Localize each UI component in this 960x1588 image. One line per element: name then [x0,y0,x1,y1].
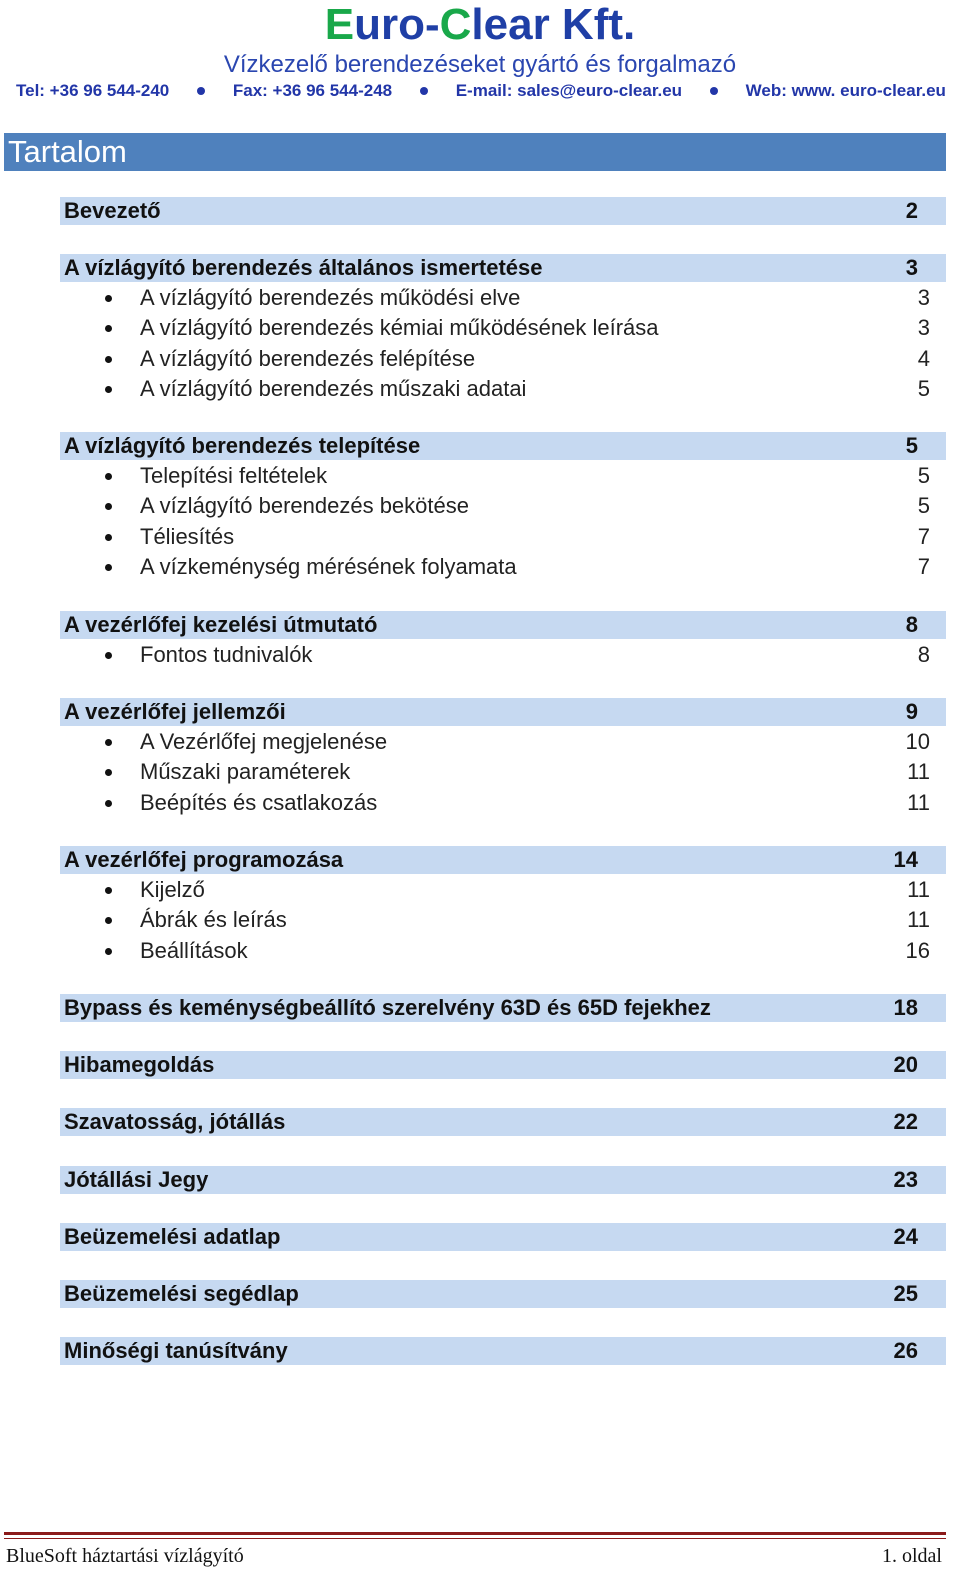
footer-product-name: BlueSoft háztartási vízlágyító [6,1545,244,1567]
toc-subsection-entry[interactable] [60,906,946,934]
toc-entry-page: 2 [905,198,918,223]
toc-entry-page: 11 [907,907,930,932]
bullet-icon [105,386,112,393]
bullet-icon [105,739,112,746]
toc-entry-title: Beüzemelési segédlap [64,1281,299,1306]
toc-entry-title: Telepítési feltételek [140,463,328,488]
web-address: Web: www. euro-clear.eu [745,81,946,100]
toc-entry-page: 22 [893,1109,918,1134]
toc-entry-page: 3 [917,285,930,310]
toc-entry-page: 14 [893,847,918,872]
toc-entry-page: 11 [907,790,930,815]
brand-letter-c: C [439,0,472,49]
toc-entry-title: A Vezérlőfej megjelenése [140,729,388,754]
toc-subsection-entry[interactable] [60,789,946,817]
toc-section-entry[interactable] [60,846,946,874]
toc-section-entry[interactable] [60,254,946,282]
toc-section-entry[interactable] [60,611,946,639]
toc-entry-title: A vízlágyító berendezés kémiai működésének leírása [140,315,659,340]
bullet-icon [105,652,112,659]
toc-subsection-entry[interactable] [60,462,946,490]
toc-section-entry[interactable] [60,432,946,460]
toc-section-entry[interactable] [60,197,946,225]
toc-subsection-entry[interactable] [60,758,946,786]
toc-entry-page: 5 [917,493,930,518]
toc-subsection-entry[interactable] [60,728,946,756]
toc-entry-page: 4 [917,346,930,371]
toc-subsection-entry[interactable] [60,314,946,342]
toc-section-entry[interactable] [60,1166,946,1194]
bullet-icon [105,887,112,894]
toc-entry-page: 5 [905,433,918,458]
toc-entry-page: 3 [905,255,918,280]
bullet-icon [105,325,112,332]
toc-subsection-entry[interactable] [60,553,946,581]
toc-section-entry[interactable] [60,994,946,1022]
bullet-icon [105,534,112,541]
footer-page-number: 1. oldal [882,1545,942,1567]
toc-section-entry[interactable] [60,698,946,726]
toc-entry-page: 10 [905,729,930,754]
toc-entry-page: 9 [905,699,918,724]
toc-section-entry[interactable] [60,1337,946,1365]
contents-heading: Tartalom [4,133,946,171]
toc-entry-page: 25 [893,1281,918,1306]
toc-entry-title: A vízlágyító berendezés működési elve [140,285,521,310]
toc-entry-title: A vízkeménység mérésének folyamata [140,554,517,579]
toc-entry-page: 20 [893,1052,918,1077]
brand-text-uro: uro- [354,0,440,49]
toc-entry-page: 11 [907,759,930,784]
toc-entry-page: 23 [893,1167,918,1192]
toc-entry-title: Műszaki paraméterek [140,759,351,784]
toc-entry-title: Minőségi tanúsítvány [64,1338,288,1363]
email-address: E-mail: sales@euro-clear.eu [455,81,683,100]
brand-letter-e: E [324,0,355,49]
toc-entry-page: 3 [917,315,930,340]
toc-subsection-entry[interactable] [60,284,946,312]
company-tagline: Vízkezelő berendezéseket gyártó és forgalmazó [223,51,737,78]
toc-entry-title: A vízlágyító berendezés bekötése [140,493,469,518]
toc-entry-title: Beüzemelési adatlap [64,1224,281,1249]
toc-entry-title: Kijelző [140,877,205,902]
bullet-icon [105,564,112,571]
footer-divider-thin [4,1538,946,1539]
bullet-icon [105,917,112,924]
toc-entry-page: 8 [917,642,930,667]
bullet-icon [105,473,112,480]
toc-entry-title: Téliesítés [140,524,235,549]
toc-subsection-entry[interactable] [60,345,946,373]
toc-entry-title: Beépítés és csatlakozás [140,790,378,815]
toc-entry-title: Jótállási Jegy [64,1167,209,1192]
toc-entry-title: A vezérlőfej jellemzői [64,699,286,724]
toc-entry-title: Fontos tudnivalók [140,642,313,667]
fax-number: Fax: +36 96 544-248 [232,81,393,100]
toc-entry-page: 7 [917,554,930,579]
bullet-icon [105,356,112,363]
brand-text-lear: lear Kft. [471,0,636,49]
toc-entry-title: A vezérlőfej kezelési útmutató [64,612,378,637]
toc-subsection-entry[interactable] [60,375,946,403]
toc-subsection-entry[interactable] [60,937,946,965]
toc-entry-title: A vízlágyító berendezés telepítése [64,433,421,458]
toc-entry-page: 18 [893,995,918,1020]
toc-entry-title: Szavatosság, jótállás [64,1109,286,1134]
bullet-icon [105,769,112,776]
toc-entry-title: A vízlágyító berendezés felépítése [140,346,476,371]
toc-entry-page: 5 [917,463,930,488]
bullet-icon [105,295,112,302]
toc-section-entry[interactable] [60,1108,946,1136]
toc-entry-page: 11 [907,877,930,902]
toc-entry-title: Bypass és keménységbeállító szerelvény 63D és 65D fejekhez [64,995,711,1020]
toc-subsection-entry[interactable] [60,641,946,669]
bullet-icon [105,948,112,955]
toc-entry-title: Ábrák és leírás [140,907,287,932]
toc-section-entry[interactable] [60,1223,946,1251]
bullet-icon [105,800,112,807]
phone-number: Tel: +36 96 544-240 [16,81,170,100]
toc-subsection-entry[interactable] [60,523,946,551]
toc-entry-page: 26 [893,1338,918,1363]
toc-subsection-entry[interactable] [60,492,946,520]
bullet-icon [105,503,112,510]
toc-entry-title: A vezérlőfej programozása [64,847,344,872]
toc-entry-title: Bevezető [64,198,161,223]
toc-entry-title: Hibamegoldás [64,1052,215,1077]
toc-entry-page: 24 [893,1224,918,1249]
toc-section-entry[interactable] [60,1051,946,1079]
toc-entry-page: 8 [905,612,918,637]
toc-entry-page: 16 [905,938,930,963]
toc-entry-title: Beállítások [140,938,248,963]
toc-entry-title: A vízlágyító berendezés általános ismertetése [64,255,543,280]
toc-entry-page: 7 [917,524,930,549]
toc-section-entry[interactable] [60,1280,946,1308]
toc-entry-title: A vízlágyító berendezés műszaki adatai [140,376,527,401]
toc-entry-page: 5 [917,376,930,401]
toc-subsection-entry[interactable] [60,876,946,904]
footer-divider [4,1532,946,1535]
